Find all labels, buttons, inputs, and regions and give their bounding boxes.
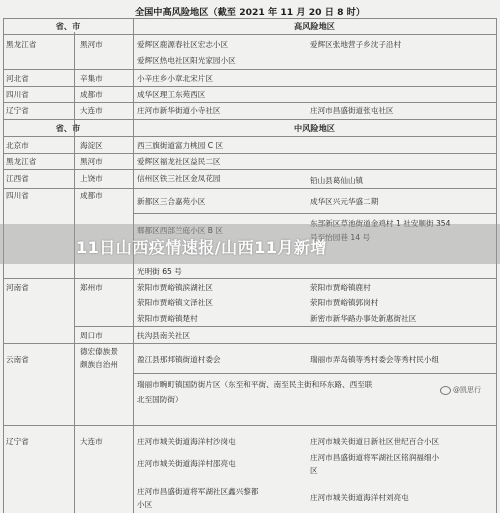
table-rule <box>133 18 134 513</box>
table-rule <box>3 343 497 344</box>
table-rule <box>74 326 497 327</box>
table-rule <box>133 213 497 214</box>
area-cell: 庄河市新华街道小寺社区 <box>137 106 221 115</box>
watermark <box>440 385 481 395</box>
table-rule <box>3 278 497 279</box>
city-cell: 黑河市 <box>80 40 103 49</box>
area-cell: 小辛庄乡小章北宋片区 <box>137 74 213 83</box>
table-rule <box>3 86 497 87</box>
area-cell: 庄河市城关街道海洋村刘亮屯 <box>310 493 409 502</box>
table-rule <box>3 69 497 70</box>
area-cell: 盈江县那邦镇街道村委会 <box>137 355 221 364</box>
area-cell: 庄河市城关街道海洋村沙岗屯 <box>137 437 236 446</box>
area-cell: 区 <box>310 466 318 475</box>
province-cell: 河北省 <box>6 74 29 83</box>
area-cell: 扶沟县南关社区 <box>137 331 191 340</box>
table-rule <box>3 102 497 103</box>
area-cell: 爱辉区鹿源春社区宏志小区 <box>137 40 229 49</box>
weibo-icon <box>440 386 451 395</box>
watermark-text: @凯思行 <box>453 386 481 394</box>
city-cell: 黑河市 <box>80 157 103 166</box>
city-cell: 颇族自治州 <box>80 360 118 369</box>
area-cell: 庄河市昌盛街道将军湖社区鑫兴黎都 <box>137 487 259 496</box>
table-rule <box>3 425 497 426</box>
area-cell: 荥阳市贾峪镇文泽社区 <box>137 298 213 307</box>
city-cell: 辛集市 <box>80 74 103 83</box>
province-cell: 江西省 <box>6 174 29 183</box>
city-cell: 成都市 <box>80 90 103 99</box>
area-cell: 光明街 65 号 <box>137 267 182 276</box>
province-cell: 辽宁省 <box>6 106 29 115</box>
city-cell: 上饶市 <box>80 174 103 183</box>
area-cell: 荥阳市贾峪镇郭岗村 <box>310 298 379 307</box>
area-cell: 爱辉区张地营子乡沈子沿村 <box>310 40 402 49</box>
city-cell: 大连市 <box>80 106 103 115</box>
headline-text: 11日山西疫情速报/山西11月新增 <box>76 238 327 257</box>
area-cell: 瑞丽市畹町镇国防街片区（东至和平街、南至民主街和环东路、西至联 <box>137 380 373 389</box>
table-rule <box>74 32 75 513</box>
area-cell: 庄河市城关街道日新社区世纪百合小区 <box>310 437 440 446</box>
area-cell: 小区 <box>137 500 153 509</box>
province-cell: 辽宁省 <box>6 437 29 446</box>
province-cell: 黑龙江省 <box>6 40 37 49</box>
province-cell: 云南省 <box>6 355 29 364</box>
city-cell: 成都市 <box>80 191 103 200</box>
high-header-level: 高风险地区 <box>294 21 335 31</box>
area-cell: 荥阳市贾峪镇楚村 <box>137 314 198 323</box>
area-cell: 铅山县葛仙山镇 <box>310 176 364 185</box>
area-cell: 庄河市城关街道海洋村邵亮屯 <box>137 459 236 468</box>
province-cell: 北京市 <box>6 141 29 150</box>
city-cell: 大连市 <box>80 437 103 446</box>
table-rule <box>3 169 497 170</box>
table-rule <box>496 18 497 513</box>
mid-header-region: 省、市 <box>55 123 81 133</box>
province-cell: 四川省 <box>6 191 29 200</box>
area-cell: 爱辉区福龙社区益民二区 <box>137 157 221 166</box>
area-cell: 新密市新华路办事处新惠街社区 <box>310 314 417 323</box>
area-cell: 北至国防街） <box>137 395 183 404</box>
area-cell: 爱辉区热电社区阳光家园小区 <box>137 56 236 65</box>
mid-header-level: 中风险地区 <box>294 123 335 133</box>
area-cell: 成华区兴元华盛二期 <box>310 197 379 206</box>
table-rule <box>3 136 497 137</box>
table-rule <box>3 34 497 35</box>
table-rule <box>3 188 497 189</box>
table-rule <box>3 18 4 513</box>
area-cell: 庄河市昌盛街道张屯社区 <box>310 106 394 115</box>
table-rule <box>3 153 497 154</box>
city-cell: 周口市 <box>80 331 103 340</box>
province-cell: 黑龙江省 <box>6 157 37 166</box>
area-cell: 荥阳市贾峪镇滨湖社区 <box>137 283 213 292</box>
table-rule <box>3 18 497 19</box>
table-rule <box>3 119 497 120</box>
area-cell: 号至怡园巷 14 号 <box>310 233 371 242</box>
table-rule <box>133 373 497 374</box>
area-cell: 西三旗街道富力桃园 C 区 <box>137 141 224 150</box>
area-cell: 荥阳市贾峪镇鹿村 <box>310 283 371 292</box>
city-cell: 德宏傣族景 <box>80 347 118 356</box>
city-cell: 海淀区 <box>80 141 103 150</box>
area-cell: 成华区理工东苑西区 <box>137 90 206 99</box>
document-title: 全国中高风险地区（截至 2021 年 11 月 20 日 8 时） <box>134 7 366 18</box>
area-cell: 郫都区西部兰庭小区 B 区 <box>137 226 223 235</box>
city-cell: 郑州市 <box>80 283 103 292</box>
area-cell: 信州区铁三社区金凤花园 <box>137 174 221 183</box>
area-cell: 新都区三合嘉苑小区 <box>137 197 206 206</box>
area-cell: 庄河市昌盛街道将军湖社区铭润福细小 <box>310 453 440 462</box>
area-cell: 东部新区草池街道金鸡村 1 社安顺街 354 <box>310 219 451 228</box>
area-cell: 瑞丽市弄岛镇等秀村委会等秀村民小组 <box>310 355 440 364</box>
province-cell: 河南省 <box>6 283 29 292</box>
high-header-region: 省、市 <box>55 21 81 31</box>
province-cell: 四川省 <box>6 90 29 99</box>
